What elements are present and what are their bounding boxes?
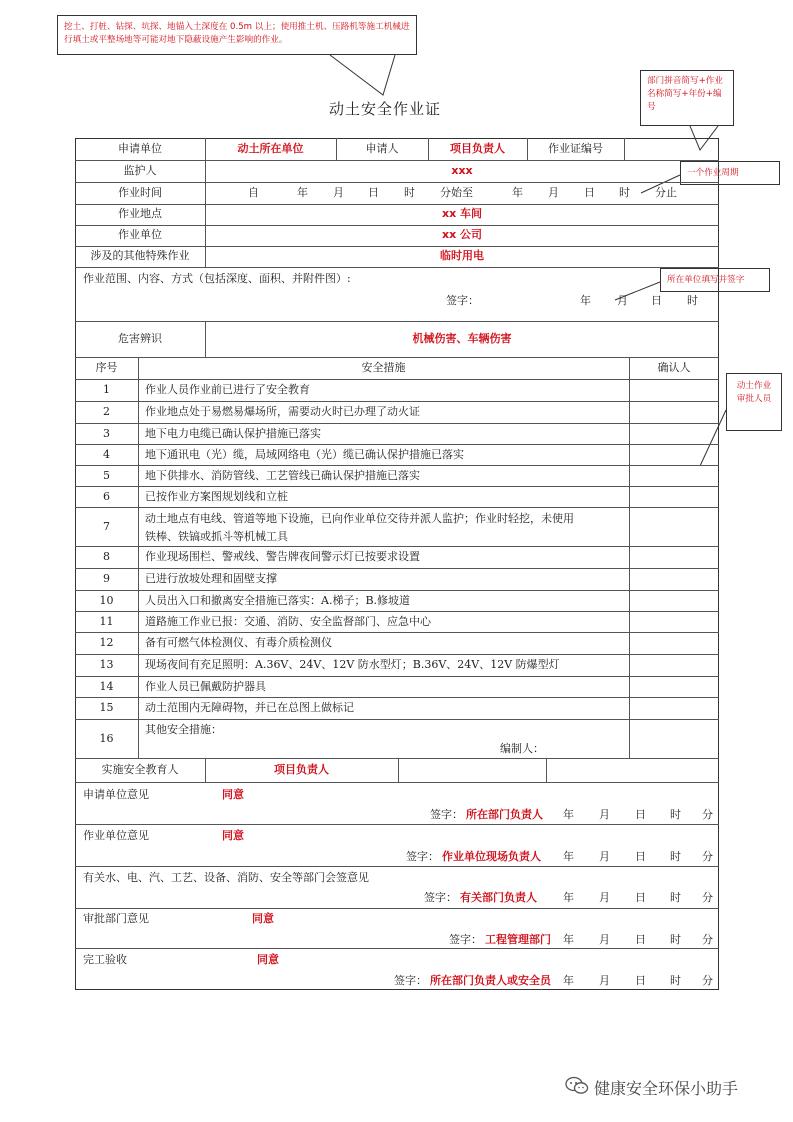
row-line	[75, 908, 719, 909]
scope-year: 年	[580, 294, 591, 307]
opinion-value: 同意	[252, 912, 274, 925]
measure-no: 16	[99, 732, 114, 745]
date-month: 月	[599, 891, 610, 904]
date-year: 年	[563, 808, 574, 821]
row-line	[75, 486, 719, 487]
date-hour: 时	[670, 974, 681, 987]
row-line	[75, 866, 719, 867]
opinion-sign-label: 签字：	[449, 933, 482, 946]
opinion-label: 完工验收	[83, 953, 127, 966]
row-line	[75, 182, 719, 183]
time-label: 作业时间	[118, 186, 162, 199]
row-line	[75, 401, 719, 402]
permit-form	[75, 138, 719, 990]
opinion-sign-label: 签字：	[424, 891, 457, 904]
special-work-label: 涉及的其他特殊作业	[90, 249, 190, 262]
measure-text: 其他安全措施：	[145, 723, 222, 736]
col-line	[205, 138, 206, 267]
row-line	[75, 225, 719, 226]
date-hour: 时	[670, 933, 681, 946]
measure-text: 作业地点处于易燃易爆场所，需要动火时已办理了动火证	[145, 405, 420, 418]
measure-no: 5	[103, 469, 110, 482]
location-value: xx 车间	[441, 207, 483, 220]
time-year: 年	[297, 186, 308, 199]
work-unit-value: xx 公司	[441, 228, 483, 241]
col-line	[546, 758, 547, 782]
row-line	[75, 632, 719, 633]
scope-month: 月	[617, 294, 628, 307]
measure-text: 地下电力电缆已确认保护措施已落实	[145, 427, 321, 440]
row-line	[75, 948, 719, 949]
row-line	[75, 782, 719, 783]
measure-text: 现场夜间有充足照明：A.36V、24V、12V 防水型灯；B.36V、24V、12V 防爆型灯	[145, 658, 560, 671]
time-from: 自	[248, 186, 259, 199]
measure-compiler: 编制人：	[500, 742, 544, 755]
opinion-label: 作业单位意见	[83, 829, 149, 842]
date-minute: 分	[702, 850, 713, 863]
annotation-period: 一个作业周期	[680, 161, 780, 185]
measure-no: 15	[99, 701, 114, 714]
applicant-value: 项目负责人	[450, 142, 505, 155]
education-value: 项目负责人	[274, 763, 329, 776]
time-hour-2: 时	[619, 186, 630, 199]
work-unit-label: 作业单位	[118, 228, 162, 241]
applicant-label: 申请人	[365, 142, 399, 155]
measure-no: 3	[103, 427, 110, 440]
date-month: 月	[599, 850, 610, 863]
scope-sign-label: 签字：	[446, 294, 479, 307]
measure-text: 作业现场围栏、警戒线、警告牌夜间警示灯已按要求设置	[145, 550, 420, 563]
row-line	[75, 321, 719, 322]
opinion-sign-label: 签字：	[394, 974, 427, 987]
measure-no: 4	[103, 448, 110, 461]
measure-text: 动土地点有电线、管道等地下设施，已向作业单位交待并派人监护；作业时轻挖，未使用	[145, 512, 574, 525]
scope-label: 作业范围、内容、方式（包括深度、面积、并附件图）:	[83, 272, 351, 285]
row-line	[75, 246, 719, 247]
annotation-permit-number: 部门拼音简写+作业名称简写+年份+编号	[640, 70, 734, 126]
guardian-value: xxx	[451, 164, 473, 177]
col-line	[629, 357, 630, 758]
row-line	[75, 357, 719, 358]
measure-no: 14	[99, 680, 114, 693]
scope-day: 日	[651, 294, 662, 307]
measure-no: 1	[103, 383, 110, 396]
opinion-value: 同意	[257, 953, 279, 966]
permit-no-label: 作业证编号	[548, 142, 603, 155]
date-hour: 时	[670, 891, 681, 904]
date-day: 日	[635, 891, 646, 904]
col-line	[138, 357, 139, 758]
row-line	[75, 444, 719, 445]
date-day: 日	[635, 808, 646, 821]
opinion-sign-value: 有关部门负责人	[460, 891, 537, 904]
measure-no: 2	[103, 405, 110, 418]
measure-text: 地下通讯电（光）缆，局域网络电（光）缆已确认保护措施已落实	[145, 448, 464, 461]
row-line	[75, 507, 719, 508]
measure-text: 作业人员作业前已进行了安全教育	[145, 383, 310, 396]
date-month: 月	[599, 808, 610, 821]
row-line	[75, 824, 719, 825]
row-line	[75, 160, 719, 161]
measure-text: 已按作业方案图规划线和立桩	[145, 490, 288, 503]
measure-no: 6	[103, 490, 110, 503]
opinion-sign-value: 作业单位现场负责人	[442, 850, 541, 863]
opinion-label: 审批部门意见	[83, 912, 149, 925]
date-year: 年	[563, 974, 574, 987]
time-minute-end: 分止	[655, 186, 677, 199]
annotation-sign: 所在单位填写并签字	[660, 268, 770, 292]
date-minute: 分	[702, 974, 713, 987]
scope-hour: 时	[687, 294, 698, 307]
row-line	[75, 697, 719, 698]
opinion-sign-value: 所在部门负责人或安全员	[430, 974, 551, 987]
date-year: 年	[563, 933, 574, 946]
opinion-value: 同意	[222, 788, 244, 801]
row-line	[75, 654, 719, 655]
measure-no: 9	[103, 572, 110, 585]
applicant-unit-value: 动土所在单位	[237, 142, 304, 155]
row-line	[75, 568, 719, 569]
date-day: 日	[635, 850, 646, 863]
watermark-text: 健康安全环保小助手	[594, 1079, 739, 1098]
opinion-value: 同意	[222, 829, 244, 842]
time-hour: 时	[404, 186, 415, 199]
special-work-value: 临时用电	[440, 249, 484, 262]
date-year: 年	[563, 850, 574, 863]
opinion-label: 有关水、电、汽、工艺、设备、消防、安全等部门会签意见	[83, 871, 369, 884]
row-line	[75, 676, 719, 677]
measure-text: 人员出入口和撤离安全措施已落实：A.梯子；B.修坡道	[145, 594, 411, 607]
measure-no: 8	[103, 550, 110, 563]
date-minute: 分	[702, 891, 713, 904]
date-year: 年	[563, 891, 574, 904]
guardian-label: 监护人	[123, 164, 157, 177]
date-day: 日	[635, 933, 646, 946]
col-header-measure: 安全措施	[361, 361, 406, 374]
measure-text: 作业人员已佩戴防护器具	[145, 680, 266, 693]
col-header-confirm: 确认人	[657, 361, 691, 374]
date-minute: 分	[702, 933, 713, 946]
measure-text: 动土范围内无障碍物，并已在总图上做标记	[145, 701, 354, 714]
date-minute: 分	[702, 808, 713, 821]
row-line	[75, 423, 719, 424]
location-label: 作业地点	[118, 207, 162, 220]
opinion-sign-label: 签字：	[430, 808, 463, 821]
row-line	[75, 204, 719, 205]
date-month: 月	[599, 933, 610, 946]
annotation-top: 挖土、打桩、钻探、坑探、地锚入土深度在 0.5m 以上；使用推土机、压路机等施工机械进行填土或平整场地等可能对地下隐蔽设施产生影响的作业。	[57, 15, 417, 55]
opinion-sign-value: 所在部门负责人	[466, 808, 543, 821]
row-line	[75, 719, 719, 720]
measure-text: 地下供排水、消防管线、工艺管线已确认保护措施已落实	[145, 469, 420, 482]
applicant-unit-label: 申请单位	[118, 142, 162, 155]
time-month-2: 月	[548, 186, 559, 199]
measure-text: 备有可燃气体检测仪、有毒介质检测仪	[145, 636, 332, 649]
measure-no: 12	[99, 636, 114, 649]
opinion-sign-value: 工程管理部门	[485, 933, 551, 946]
col-line	[398, 758, 399, 782]
row-line	[75, 465, 719, 466]
hazard-label: 危害辨识	[118, 332, 162, 345]
measure-no: 7	[103, 520, 110, 533]
row-line	[75, 267, 719, 268]
hazard-value: 机械伤害、车辆伤害	[412, 332, 512, 345]
row-line	[75, 379, 719, 380]
wechat-icon	[565, 1076, 589, 1096]
measure-no: 11	[99, 615, 114, 628]
time-day-2: 日	[584, 186, 595, 199]
opinion-label: 申请单位意见	[83, 788, 149, 801]
opinion-sign-label: 签字：	[406, 850, 439, 863]
col-header-no: 序号	[95, 361, 118, 374]
education-label: 实施安全教育人	[101, 763, 179, 776]
date-hour: 时	[670, 850, 681, 863]
row-line	[75, 546, 719, 547]
measure-text: 已进行放坡处理和固壁支撑	[145, 572, 277, 585]
page-title: 动土安全作业证	[328, 100, 441, 118]
row-line	[75, 611, 719, 612]
row-line	[75, 590, 719, 591]
time-to: 分始至	[440, 186, 473, 199]
annotation-approver: 动土作业审批人员	[726, 373, 782, 431]
time-day: 日	[368, 186, 379, 199]
date-day: 日	[635, 974, 646, 987]
measure-text: 道路施工作业已报：交通、消防、安全监督部门、应急中心	[145, 615, 431, 628]
time-month: 月	[333, 186, 344, 199]
measure-no: 10	[99, 594, 114, 607]
measure-no: 13	[99, 658, 114, 671]
row-line	[75, 758, 719, 759]
date-hour: 时	[670, 808, 681, 821]
time-year-2: 年	[512, 186, 523, 199]
col-line	[624, 138, 625, 160]
measure-text-cont: 铁棒、铁镐或抓斗等机械工具	[145, 530, 288, 543]
date-month: 月	[599, 974, 610, 987]
